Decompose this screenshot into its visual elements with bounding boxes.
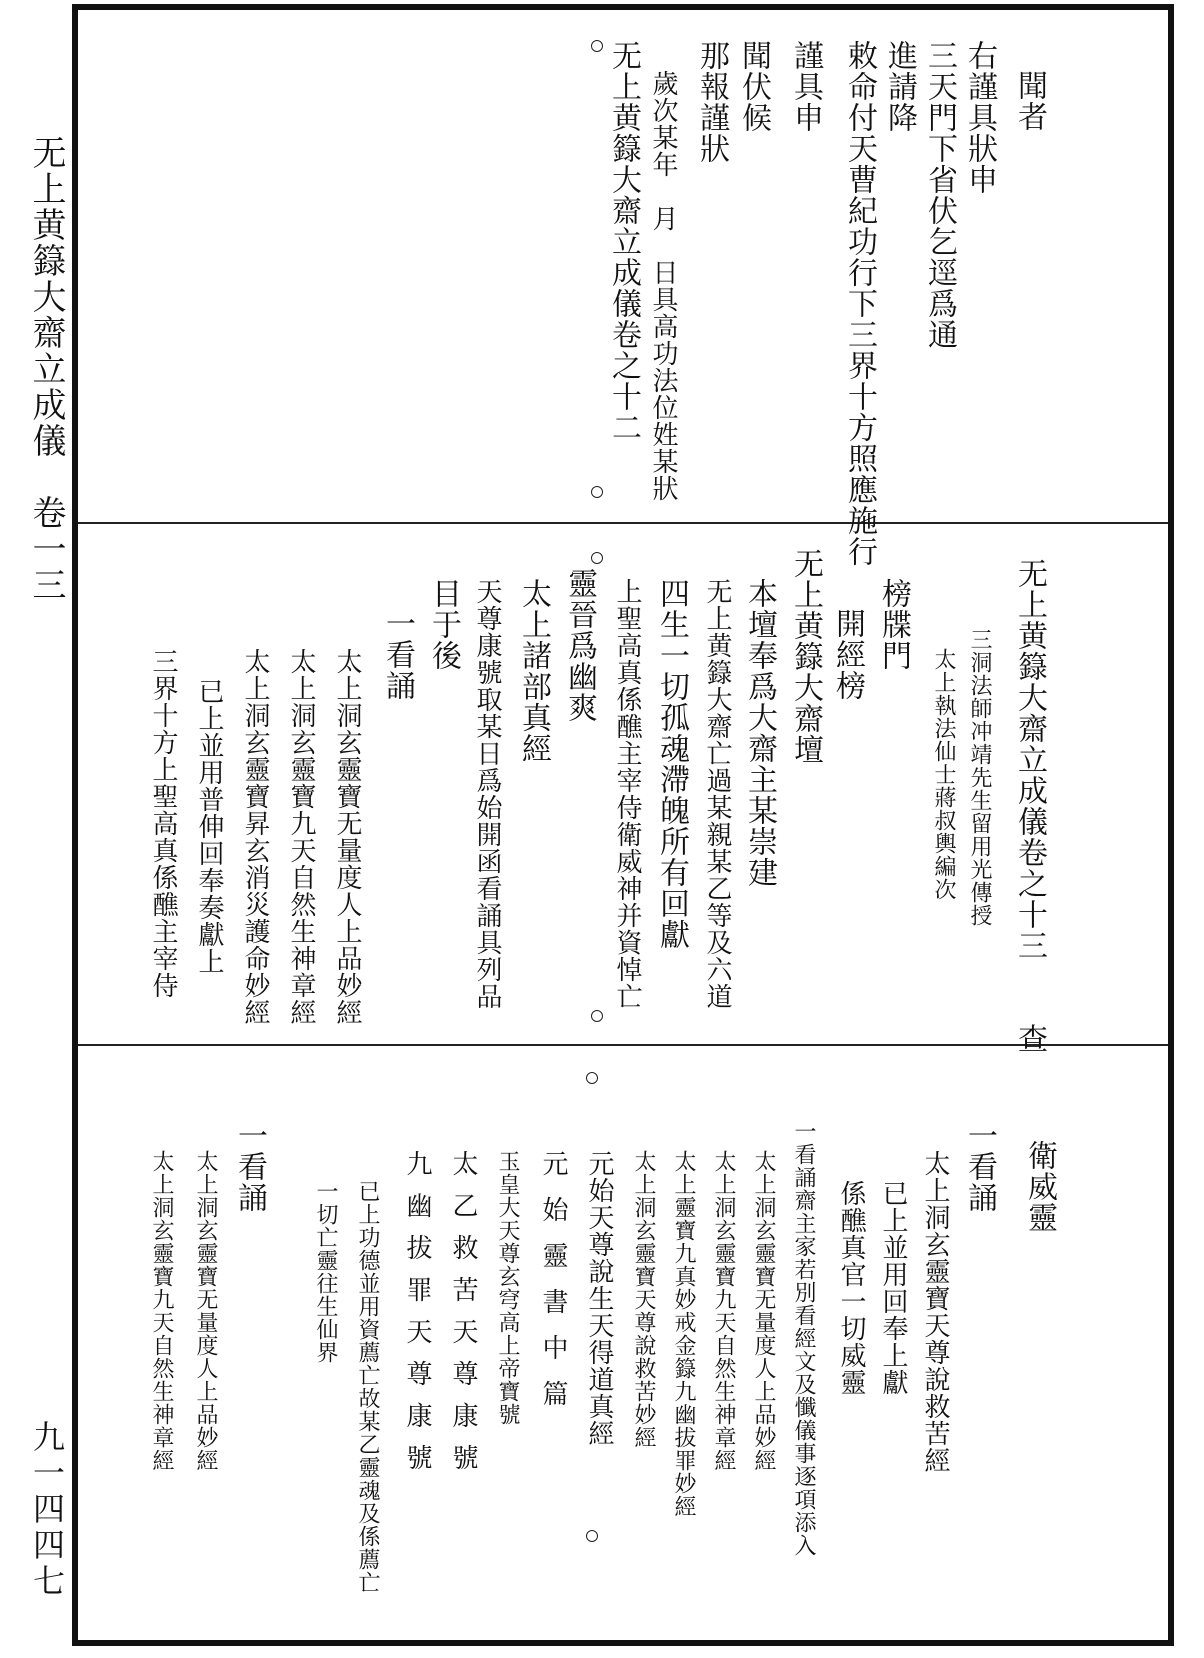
text-column: 太乙救苦天尊康號 bbox=[448, 1150, 478, 1486]
text-column: 三洞法師冲靖先生留用光傳授 bbox=[967, 628, 992, 927]
text-column: 太上洞玄靈寶九天自然生神章經 bbox=[286, 648, 316, 1026]
circle-mark bbox=[591, 40, 603, 52]
text-column: 玉皇大天尊玄穹高上帝寶號 bbox=[495, 1150, 520, 1426]
panel-divider-1 bbox=[78, 522, 1168, 524]
book-title-margin: 无上黄籙大齋立成儀 卷一三 bbox=[26, 135, 66, 603]
text-column: 无上黄籙大齋亡過某親某乙等及六道 bbox=[702, 578, 732, 1010]
text-column: 一看誦 bbox=[232, 1120, 267, 1213]
text-column: 那報謹狀 bbox=[694, 40, 729, 164]
text-column: 太上洞玄靈寶天尊說救苦妙經 bbox=[631, 1150, 656, 1449]
text-column: 一看誦 bbox=[962, 1120, 997, 1213]
text-column: 太上洞玄靈寶昇玄消災護命妙經 bbox=[240, 648, 270, 1026]
text-column: 榜牒門 bbox=[876, 578, 911, 671]
text-column: 三天門下省伏乞逕爲通 bbox=[922, 40, 957, 350]
page-number: 九一四四七 bbox=[28, 1420, 66, 1600]
text-column: 元始靈書中篇 bbox=[538, 1150, 568, 1426]
panel-divider-2 bbox=[78, 1044, 1168, 1046]
text-column: 三界十方上聖高真係醮主宰侍 bbox=[148, 648, 178, 999]
text-column: 進請降 bbox=[882, 40, 917, 133]
text-column: 太上洞玄靈寶无量度人上品妙經 bbox=[751, 1150, 776, 1472]
panel-bottom bbox=[84, 1120, 1160, 1630]
text-column: 一看誦齋主家若別看經文及懺儀事逐項添入 bbox=[791, 1120, 816, 1557]
text-column: 元始天尊說生天得道真經 bbox=[584, 1150, 614, 1447]
text-column: 目于後 bbox=[426, 578, 461, 671]
text-column: 聞者 bbox=[1012, 70, 1047, 132]
text-column: 无上黄籙大齋立成儀卷之十二 bbox=[606, 40, 641, 443]
text-column: 太上洞玄靈寶九天自然生神章經 bbox=[149, 1150, 174, 1472]
circle-mark bbox=[586, 1072, 598, 1084]
text-column: 聞伏候 bbox=[736, 40, 771, 133]
text-column: 四生一切孤魂滯魄所有回獻 bbox=[654, 578, 689, 950]
text-column: 本壇奉爲大齋主某崇建 bbox=[742, 578, 777, 888]
text-column: 一切亡靈往生仙界 bbox=[313, 1180, 338, 1364]
text-column: 上聖高真係醮主宰侍衛威神并資悼亡 bbox=[612, 578, 642, 1010]
text-column: 太上靈寶九真妙戒金籙九幽拔罪妙經 bbox=[671, 1150, 696, 1518]
text-column: 已上並用普伸回奉奏獻上 bbox=[194, 678, 224, 975]
circle-mark bbox=[586, 1530, 598, 1542]
circle-mark bbox=[591, 552, 603, 564]
text-column: 開經榜 bbox=[830, 608, 865, 701]
text-column: 无上黄籙大齋壇 bbox=[788, 548, 823, 765]
circle-mark bbox=[591, 486, 603, 498]
text-column: 謹具申 bbox=[788, 40, 823, 133]
text-column: 九幽拔罪天尊康號 bbox=[402, 1150, 432, 1486]
panel-middle bbox=[84, 548, 1160, 1054]
text-column: 已上功德並用資薦亡故某乙靈魂及係薦亡 bbox=[355, 1180, 380, 1594]
text-column: 衛威靈 bbox=[1022, 1140, 1057, 1233]
text-column: 太上洞玄靈寶天尊說救苦經 bbox=[920, 1150, 950, 1474]
text-column: 太上洞玄靈寶无量度人上品妙經 bbox=[193, 1150, 218, 1472]
text-column: 靈晉爲幽爽 bbox=[562, 568, 597, 723]
circle-mark bbox=[591, 1010, 603, 1022]
panel-top bbox=[84, 30, 1160, 567]
text-column: 太上諸部真經 bbox=[516, 578, 551, 764]
text-column: 右謹具狀申 bbox=[962, 40, 997, 195]
text-column: 太上執法仙士蔣叔輿編次 bbox=[931, 648, 956, 901]
text-column: 无上黄籙大齋立成儀卷之十三 查 bbox=[1012, 558, 1047, 1054]
text-column: 已上並用回奉上獻 bbox=[878, 1180, 908, 1396]
text-column: 太上洞玄靈寶无量度人上品妙經 bbox=[332, 648, 362, 1026]
text-column: 敕命付天曹紀功行下三界十方照應施行 bbox=[842, 40, 877, 567]
text-column: 係醮真官一切威靈 bbox=[836, 1180, 866, 1396]
text-column: 歲次某年 月 日具高功法位姓某狀 bbox=[648, 70, 678, 502]
text-column: 一看誦 bbox=[380, 608, 415, 701]
text-column: 天尊康號取某日爲始開函看誦具列品 bbox=[472, 578, 502, 1010]
text-column: 太上洞玄靈寶九天自然生神章經 bbox=[711, 1150, 736, 1472]
